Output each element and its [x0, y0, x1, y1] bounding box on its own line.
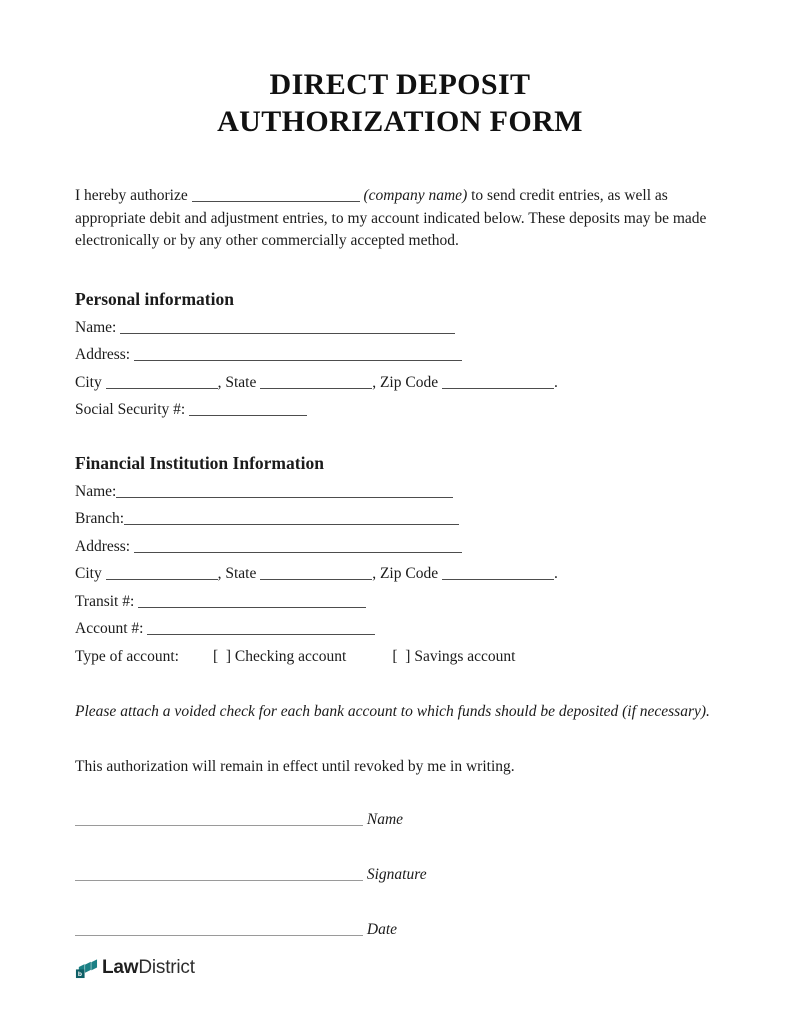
financial-address-row [75, 533, 725, 561]
personal-name-label: Name: [75, 318, 117, 336]
personal-city-blank[interactable] [106, 375, 218, 389]
personal-zip-label: , Zip Code [372, 373, 439, 391]
personal-address-row [75, 341, 725, 369]
financial-transit-blank[interactable] [138, 594, 366, 608]
account-type-label: Type of account: [75, 647, 179, 665]
signature-name-line[interactable] [75, 812, 363, 826]
financial-transit-row [75, 588, 725, 616]
financial-name-row [75, 478, 725, 506]
savings-label: Savings account [414, 647, 516, 665]
personal-state-blank[interactable] [260, 375, 372, 389]
company-name-blank[interactable] [192, 188, 360, 202]
personal-name-blank[interactable] [120, 320, 455, 334]
personal-row-period: . [553, 373, 558, 391]
form-title-line2: AUTHORIZATION FORM [217, 105, 583, 138]
financial-account-label: Account #: [75, 620, 144, 637]
personal-ssn-label: Social Security #: [75, 401, 186, 418]
lawdistrict-logo [75, 956, 725, 979]
financial-account-row [75, 615, 725, 643]
signature-date-line[interactable] [75, 922, 363, 936]
financial-state-label: , State [217, 565, 257, 582]
personal-city-state-zip-row [75, 369, 725, 397]
personal-address-label: Address: [75, 346, 131, 363]
personal-name-row [75, 314, 725, 342]
financial-address-label: Address: [75, 537, 131, 555]
financial-city-blank[interactable] [106, 566, 218, 580]
checking-checkbox[interactable]: [ ] [212, 647, 232, 665]
logo-text-district: District [138, 956, 195, 978]
personal-state-label: , State [217, 373, 257, 391]
personal-ssn-row [75, 396, 725, 424]
signature-sign-label: Signature [366, 866, 427, 883]
financial-state-blank[interactable] [260, 566, 372, 580]
lawdistrict-stacked-pages-icon [75, 956, 98, 979]
signature-sign-line[interactable] [75, 867, 363, 881]
personal-city-label: City [75, 373, 102, 391]
intro-post-text: to send credit entries, as well as appropriate debit and adjustment entries, to my account indicated below. These deposits may be made electronically or by any other commercially accepted method. [75, 187, 707, 249]
financial-city-label: City [75, 565, 102, 582]
financial-name-blank[interactable] [116, 484, 453, 498]
form-title-line1: DIRECT DEPOSIT [269, 68, 531, 101]
svg-text:b: b [77, 971, 82, 979]
financial-zip-blank[interactable] [442, 566, 554, 580]
signature-name-label: Name [366, 811, 404, 828]
logo-text-law: Law [102, 956, 139, 978]
financial-info-heading: Financial Institution Information [75, 452, 324, 473]
account-type-row [75, 643, 725, 671]
personal-address-blank[interactable] [134, 347, 462, 361]
intro-pre-text: I hereby authorize [75, 187, 188, 204]
personal-ssn-blank[interactable] [189, 402, 307, 416]
signature-sign-row [75, 865, 725, 885]
financial-branch-row [75, 505, 725, 533]
financial-row-period: . [553, 565, 558, 582]
financial-branch-label: Branch: [75, 510, 125, 527]
signature-name-row [75, 810, 725, 830]
authorization-note: This authorization will remain in effect until revoked by me in writing. [75, 758, 515, 775]
personal-zip-blank[interactable] [442, 375, 554, 389]
form-title [75, 66, 725, 140]
financial-transit-label: Transit #: [75, 592, 135, 610]
financial-address-blank[interactable] [134, 539, 462, 553]
savings-checkbox[interactable]: [ ] [392, 647, 411, 665]
personal-info-heading: Personal information [75, 288, 234, 309]
voided-check-note: Please attach a voided check for each bank account to which funds should be deposited (if necessary). [75, 703, 710, 720]
intro-paragraph [75, 185, 725, 253]
financial-name-label: Name: [75, 482, 117, 500]
signature-date-row [75, 920, 725, 940]
financial-zip-label: , Zip Code [372, 565, 439, 582]
personal-info-rows [75, 314, 725, 424]
company-name-hint: (company name) [363, 187, 468, 204]
signature-date-label: Date [366, 921, 398, 938]
financial-info-rows [75, 478, 725, 671]
checking-label: Checking account [234, 647, 347, 665]
financial-account-blank[interactable] [147, 621, 375, 635]
financial-city-state-zip-row [75, 560, 725, 588]
financial-branch-blank[interactable] [124, 511, 459, 525]
signature-block [75, 810, 725, 940]
